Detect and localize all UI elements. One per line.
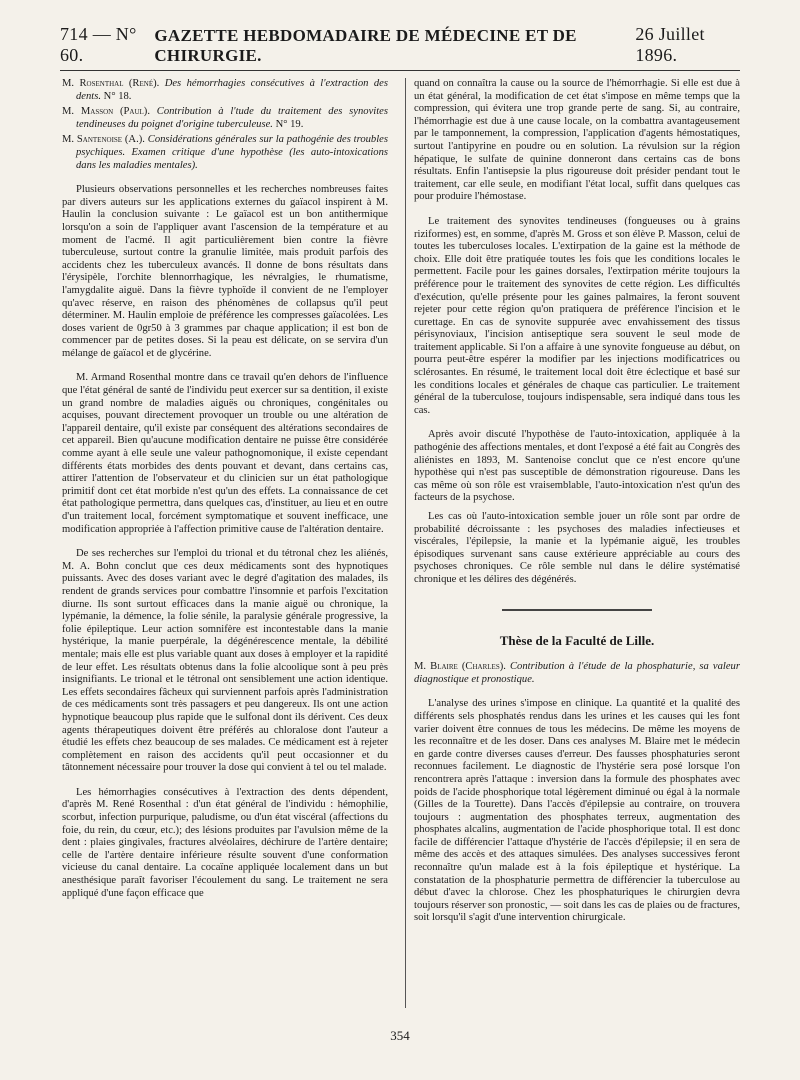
paragraph-hemorrhagies: Les hémorrhagies consécutives à l'extraction des dents dépendent, d'après M. René Rosenthal : d'un état général de l'individu : hémophilie, scorbut, infection purpurique, paludisme, ou d'un état viscéral (affections du foie, du rein, du cœur, etc.); des lésions produites par l'avulsion même de la dent : plaies gingivales, fractures alvéolaires, déchirure de l'artère dentaire; celle de l'artère dentaire inférieure résulte souvent d'une conformation vicieuse du canal dentaire. La cocaïne appliquée localement dans un but anesthésique paraît favoriser l'écoulement du sang. Le traitement ne sera appliqué d'une façon efficace que: [62, 786, 388, 899]
running-header: [60, 24, 740, 66]
paragraph-gaiacol: Plusieurs observations personnelles et les recherches nombreuses faites par divers auteurs sur les applications externes du gaïacol inspirent à M. Haulin la conclusion suivante : Le gaïacol est un bon antithermique lorsqu'on a soin de l'appliquer avant l'ascension de la température et au moment de l'acmé. Il agit particulièrement bien contre la fièvre tuberculeuse, surtout contre la granulie limitée, mais produit parfois des accidents chez les tuberculeux avancés. Il donne de bons résultats dans l'érysipèle, l'orchite blennorrhagique, les névralgies, le rhumatisme, l'amygdalite aiguë. Dans la fièvre typhoïde il convient de ne l'employer qu'avec réserve, en raison des phénomènes de collapsus qu'il peut déterminer. M. Haulin emploie de préférence les compresses gaïacolées. Les doses varient de 0gr50 à 3 grammes par chaque application; il est bon de commencer par de petites doses. Si la peau est délicate, on se servira d'un mélange de gaïacol et de glycérine.: [62, 184, 388, 359]
paragraph-trional: De ses recherches sur l'emploi du trional et du tétronal chez les aliénés, M. A. Bohn conclut que ces deux médicaments sont des hypnotiques puissants. Avec des doses variant avec le degré d'agitation des malades, ils rendent de grands services pour combattre l'insomnie et parfois l'excitation diurne. Ils sont surtout efficaces dans la manie aiguë ou chronique, la lypémanie, la démence, la folie sénile, la paralysie générale progressive, la folie épileptique. Leur action somnifère est incontestable dans la manie hystérique, la manie puerpérale, la dégénérescence mentale, la débilité mentale; mais elle est plus variable quant aux doses à employer et la rapidité de leur effet. Les résultats obtenus dans la folie alcoolique sont à peu près insignifiants. Le trional et le tétronal ont sensiblement une action identique. Les effets secondaires fâcheux qui surviennent parfois après l'administration de ces médicaments sont très passagers et peu dangereux. Ils ont une action hypnotique beaucoup plus rapide que le sulfonal dont ils dérivent. Ces deux agents thérapeutiques doivent être préférés au chloralose dont l'auteur a étudié les effets chez beaucoup de ses malades. Ce médicament est à rejeter complètement en raison des accidents qu'il peut occasionner et du tâtonnement nécessaire pour trouver la dose qui convient à tel ou tel malade.: [62, 548, 388, 774]
paragraph-synovites: Le traitement des synovites tendineuses (fongueuses ou à grains riziformes) est, en somme, d'après M. Gross et son élève P. Masson, celui de toutes les tuberculoses locales. L'extirpation de la gaine est la méthode de choix. Elle doit être pratiquée toutes les fois que les conditions locales le permettent. Facile pour les gaines dorsales, l'extirpation mérite toujours la préférence pour le traitement des synovites de cette région. Les difficultés d'exécution, qu'elle présente pour les gaines palmaires, la feront souvent rejeter pour cette région qu'on pratiquera de préférence l'incision et le curettage. En cas de synovite suppurée avec envahissement des tissus périsynoviaux, l'incision antiseptique sera souvent le seul mode de traitement applicable. Si l'on a affaire à une synovite fongueuse au début, on pourra peut-être espérer la modifier par les injections modificatrices ou sclérosantes. En résumé, le traitement local doit être éclectique et basé sur les conditions locales et générales de chaque cas particulier. Le traitement général de la tuberculose, toujours indispensable, sera indiqué dans tous les cas.: [414, 215, 740, 416]
paragraph-auto-intoxication: Après avoir discuté l'hypothèse de l'auto-intoxication, appliquée à la pathogénie des affections mentales, et dont l'exposé a été fait au Congrès des aliénistes en 1893, M. Santenoise conclut que ce n'est encore qu'une hypothèse qui n'est pas susceptible de démonstration rigoureuse. Dans les cas même où son rôle est vraisemblable, l'auto-intoxication n'est qu'un des facteurs de la psychose.: [414, 429, 740, 504]
column-divider: [405, 78, 406, 1008]
section-separator: [502, 609, 652, 611]
left-column: [62, 78, 388, 906]
journal-title: GAZETTE HEBDOMADAIRE DE MÉDECINE ET DE CHIRURGIE.: [154, 26, 577, 65]
paragraph-psychoses: Les cas où l'auto-intoxication semble jouer un rôle sont par ordre de probabilité décroissante : les psychoses des maladies infectieuses et viscérales, l'épilepsie, la manie et la lypémanie aiguë, les troubles épisodiques survenant sans cause extérieure appréciable au cours des psychoses chroniques. Ce rôle semble nul dans le délire systématisé chronique et les délires des dégénérés.: [414, 511, 740, 585]
page-ref: 714 — N° 60.: [60, 24, 137, 65]
paragraph-continued: quand on connaîtra la cause ou la source de l'hémorrhagie. Si elle est due à un état général, la modification de cet état s'impose en même temps que la compression, qui évitera une trop grande perte de sang. Si, au contraire, l'hémorrhagie est due à une cause locale, on la combattra avantageusement par le tamponnement, la compression, l'application d'agents hémostatiques, surtout l'antipyrine en poudre ou en solution. La révulsion sur la région hépatique, le sulfate de quinine donneront dans certains cas de bons résultats. Enfin l'antisepsie la plus rigoureuse doit présider pendant tout le traitement, car elle seule, en modifiant l'état local, suffit dans quelques cas pour produire l'hémostase.: [414, 78, 740, 203]
reference-rosenthal: M. Rosenthal (René). Des hémorrhagies consécutives à l'extraction des dents. N° 18.: [62, 78, 388, 102]
reference-masson: M. Masson (Paul). Contribution à l'tude du traitement des synovites tendineuses du poignet d'origine tuberculeuse. N° 19.: [62, 106, 388, 130]
issue-date: 26 Juillet 1896.: [635, 24, 705, 65]
section-title: Thèse de la Faculté de Lille.: [499, 632, 655, 648]
reference-blaire: M. Blaire (Charles). Contribution à l'étude de la phosphaturie, sa valeur diagnostique et pronostique.: [414, 661, 740, 685]
right-column: [414, 78, 740, 931]
paragraph-dentition: M. Armand Rosenthal montre dans ce travail qu'en dehors de l'influence que l'état général de santé de l'individu peut exercer sur sa dentition, il existe un grand nombre de maladies aiguës ou chroniques, congénitales ou acquises, pouvant directement provoquer un trouble ou une altération de l'appareil dentaire, qu'il existe par conséquent des altérations secondaires de cet appareil. Bien qu'aucune modification dentaire ne puisse être considérée comme ayant à elle seule une valeur pathognomonique, il existe cependant différents états morbides des dents pouvant et devant, dans certains cas, attirer l'attention de l'observateur et du clinicien sur un état pathologique primitif dont cet état morbide n'est qu'un des effets. La connaissance de cet état pathologique permettra, dans quelques cas, d'instituer, au lieu et en outre d'un traitement local, forcément symptomatique et souvent inefficace, une modification appropriée à l'affection primitive cause de l'altération dentaire.: [62, 372, 388, 535]
paragraph-phosphaturie: L'analyse des urines s'impose en clinique. La quantité et la qualité des différents sels phosphatés rendus dans les urines et les causes qui les font varier doivent être connues de tous les médecins. De même les moyens de les reconnaître et de les doser. Dans ces analyses M. Blaire met le médecin en garde contre diverses causes d'erreur. Des fausses phosphaturies seront reconnues facilement. Le diagnostic de l'hystérie sera posé lorsque l'on rencontrera après l'attaque : inversion dans la formule des phosphates avec poids de l'acide phosphorique total légèrement diminué ou égal à la normale (Gilles de la Tourette). Dans l'accès d'épilepsie au contraire, on trouvera toujours : augmentation des phosphates terreux, augmentation des phosphates alcalins, augmentation de l'acide phosphorique total. Il est donc facile de différencier l'attaque d'hystérie de l'accès d'épilepsie; il en sera de même des accès et des attaques simulées. Des analyses successives feront reconnaître qu'un malade est à la fois épileptique et hystérique. La constatation de la phosphaturie permettra de différencier la tuberculose au début d'avec la chlorose. Chez les phosphaturiques le chirurgien devra toujours réserver son pronostic, — soit dans les cas de plaies ou de fractures, soit lorsqu'il s'agit d'une intervention chirurgicale.: [414, 698, 740, 924]
reference-santenoise: M. Santenoise (A.). Considérations générales sur la pathogénie des troubles psychiques. Examen critique d'une hypothèse (les auto-intoxications dans les maladies mentales).: [62, 134, 388, 171]
page-number: 354: [390, 1028, 410, 1043]
header-rule: [60, 70, 740, 71]
